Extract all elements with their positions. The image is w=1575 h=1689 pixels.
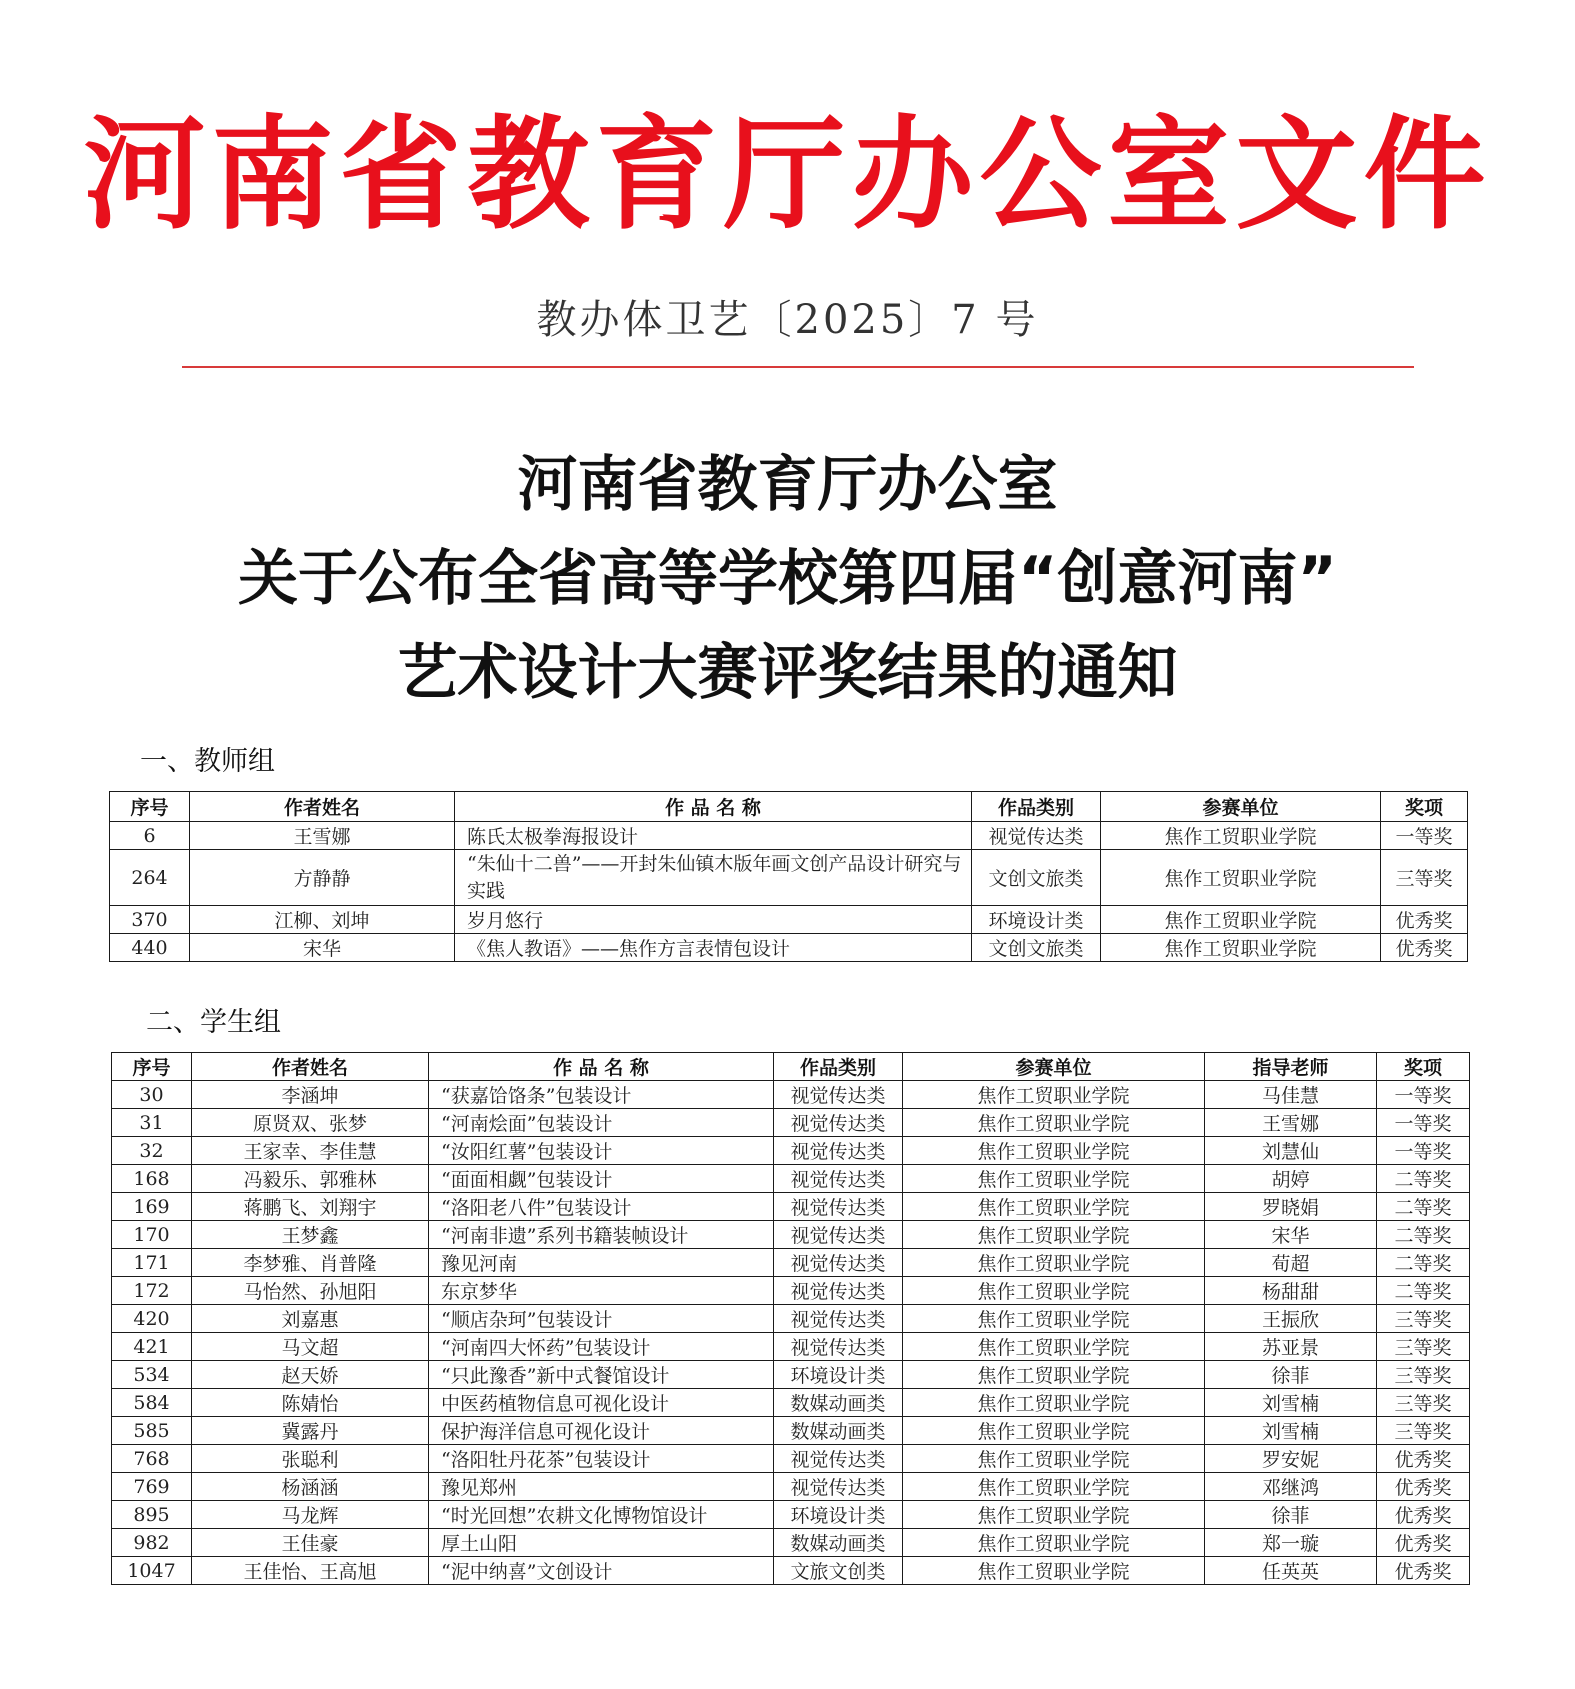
cell-category: 视觉传达类 [774, 1473, 903, 1501]
table-row [112, 1109, 1470, 1137]
cell-work: 豫见郑州 [429, 1473, 774, 1501]
notice-title-line-2: 关于公布全省高等学校第四届“创意河南” [238, 544, 1337, 614]
cell-author: 方静静 [190, 850, 455, 906]
table-row [110, 934, 1468, 962]
cell-work: “河南非遗”系列书籍装帧设计 [429, 1221, 774, 1249]
cell-number: 170 [112, 1221, 192, 1249]
cell-advisor: 刘慧仙 [1205, 1137, 1377, 1165]
cell-advisor: 苏亚景 [1205, 1333, 1377, 1361]
cell-number: 6 [110, 822, 190, 850]
cell-unit: 焦作工贸职业学院 [903, 1249, 1205, 1277]
cell-advisor: 马佳慧 [1205, 1081, 1377, 1109]
notice-title-line-1: 河南省教育厅办公室 [517, 450, 1058, 520]
cell-category: 视觉传达类 [774, 1109, 903, 1137]
cell-award: 优秀奖 [1377, 1445, 1470, 1473]
column-header-advisor: 指导老师 [1205, 1053, 1377, 1081]
table-row [110, 822, 1468, 850]
cell-work: “洛阳老八件”包装设计 [429, 1193, 774, 1221]
cell-unit: 焦作工贸职业学院 [903, 1529, 1205, 1557]
cell-unit: 焦作工贸职业学院 [903, 1277, 1205, 1305]
cell-unit: 焦作工贸职业学院 [903, 1361, 1205, 1389]
cell-author: 杨涵涵 [192, 1473, 429, 1501]
cell-award: 优秀奖 [1377, 1473, 1470, 1501]
column-header-unit: 参赛单位 [1101, 792, 1381, 822]
cell-advisor: 刘雪楠 [1205, 1389, 1377, 1417]
table-row [112, 1081, 1470, 1109]
cell-category: 环境设计类 [774, 1501, 903, 1529]
column-header-author: 作者姓名 [192, 1053, 429, 1081]
cell-author: 马龙辉 [192, 1501, 429, 1529]
cell-unit: 焦作工贸职业学院 [903, 1137, 1205, 1165]
cell-work: 豫见河南 [429, 1249, 774, 1277]
cell-award: 三等奖 [1377, 1417, 1470, 1445]
cell-unit: 焦作工贸职业学院 [903, 1305, 1205, 1333]
cell-number: 171 [112, 1249, 192, 1277]
table-row [112, 1333, 1470, 1361]
cell-category: 视觉传达类 [774, 1305, 903, 1333]
cell-number: 534 [112, 1361, 192, 1389]
column-header-work: 作 品 名 称 [455, 792, 972, 822]
cell-work: 保护海洋信息可视化设计 [429, 1417, 774, 1445]
cell-award: 优秀奖 [1381, 934, 1468, 962]
cell-number: 168 [112, 1165, 192, 1193]
cell-number: 420 [112, 1305, 192, 1333]
cell-number: 768 [112, 1445, 192, 1473]
cell-work: “面面相觑”包装设计 [429, 1165, 774, 1193]
cell-award: 一等奖 [1377, 1137, 1470, 1165]
cell-number: 585 [112, 1417, 192, 1445]
document-number: 教办体卫艺〔2025〕7 号 [536, 297, 1039, 343]
cell-unit: 焦作工贸职业学院 [903, 1557, 1205, 1585]
cell-category: 视觉传达类 [774, 1445, 903, 1473]
cell-author: 马怡然、孙旭阳 [192, 1277, 429, 1305]
cell-advisor: 邓继鸿 [1205, 1473, 1377, 1501]
table-row [110, 906, 1468, 934]
table-row [112, 1501, 1470, 1529]
cell-advisor: 胡婷 [1205, 1165, 1377, 1193]
notice-title [0, 438, 1575, 720]
cell-category: 数媒动画类 [774, 1529, 903, 1557]
cell-author: 宋华 [190, 934, 455, 962]
cell-award: 一等奖 [1381, 822, 1468, 850]
cell-unit: 焦作工贸职业学院 [1101, 850, 1381, 906]
table-row [112, 1277, 1470, 1305]
cell-number: 440 [110, 934, 190, 962]
cell-author: 王佳豪 [192, 1529, 429, 1557]
cell-number: 769 [112, 1473, 192, 1501]
cell-advisor: 刘雪楠 [1205, 1417, 1377, 1445]
cell-author: 马文超 [192, 1333, 429, 1361]
cell-work: “洛阳牡丹花茶”包装设计 [429, 1445, 774, 1473]
notice-title-line-3: 艺术设计大赛评奖结果的通知 [397, 638, 1178, 708]
cell-unit: 焦作工贸职业学院 [903, 1109, 1205, 1137]
cell-unit: 焦作工贸职业学院 [903, 1081, 1205, 1109]
cell-work: 《焦人教语》——焦作方言表情包设计 [455, 934, 972, 962]
cell-work: 东京梦华 [429, 1277, 774, 1305]
cell-advisor: 罗晓娟 [1205, 1193, 1377, 1221]
cell-author: 刘嘉惠 [192, 1305, 429, 1333]
cell-advisor: 任英英 [1205, 1557, 1377, 1585]
red-header-title: 河南省教育厅办公室文件 [83, 104, 1492, 246]
cell-unit: 焦作工贸职业学院 [1101, 822, 1381, 850]
cell-work: “顺店杂珂”包装设计 [429, 1305, 774, 1333]
cell-advisor: 宋华 [1205, 1221, 1377, 1249]
cell-number: 982 [112, 1529, 192, 1557]
cell-author: 王家幸、李佳慧 [192, 1137, 429, 1165]
table-row [112, 1305, 1470, 1333]
column-header-number: 序号 [112, 1053, 192, 1081]
cell-unit: 焦作工贸职业学院 [903, 1445, 1205, 1473]
cell-unit: 焦作工贸职业学院 [903, 1501, 1205, 1529]
cell-category: 视觉传达类 [774, 1165, 903, 1193]
cell-category: 数媒动画类 [774, 1389, 903, 1417]
cell-author: 原贤双、张梦 [192, 1109, 429, 1137]
column-header-category: 作品类别 [972, 792, 1101, 822]
table-row [112, 1361, 1470, 1389]
cell-number: 169 [112, 1193, 192, 1221]
table-row [112, 1417, 1470, 1445]
cell-award: 二等奖 [1377, 1165, 1470, 1193]
cell-category: 视觉传达类 [774, 1081, 903, 1109]
cell-category: 视觉传达类 [774, 1249, 903, 1277]
table-row [112, 1389, 1470, 1417]
cell-unit: 焦作工贸职业学院 [903, 1417, 1205, 1445]
cell-unit: 焦作工贸职业学院 [903, 1221, 1205, 1249]
table-header-row [110, 792, 1468, 822]
column-header-author: 作者姓名 [190, 792, 455, 822]
student-section-heading: 二、学生组 [146, 1007, 281, 1038]
cell-award: 二等奖 [1377, 1221, 1470, 1249]
cell-author: 王梦鑫 [192, 1221, 429, 1249]
table-row [112, 1473, 1470, 1501]
cell-award: 优秀奖 [1377, 1557, 1470, 1585]
cell-author: 蒋鹏飞、刘翔宇 [192, 1193, 429, 1221]
cell-category: 视觉传达类 [774, 1137, 903, 1165]
cell-award: 一等奖 [1377, 1081, 1470, 1109]
cell-advisor: 王雪娜 [1205, 1109, 1377, 1137]
cell-award: 一等奖 [1377, 1109, 1470, 1137]
cell-work: 陈氏太极拳海报设计 [455, 822, 972, 850]
table-row [112, 1249, 1470, 1277]
cell-award: 优秀奖 [1377, 1501, 1470, 1529]
cell-advisor: 王振欣 [1205, 1305, 1377, 1333]
column-header-work: 作 品 名 称 [429, 1053, 774, 1081]
cell-author: 江柳、刘坤 [190, 906, 455, 934]
teacher-award-table [109, 791, 1468, 962]
cell-category: 视觉传达类 [774, 1193, 903, 1221]
cell-unit: 焦作工贸职业学院 [1101, 934, 1381, 962]
cell-number: 32 [112, 1137, 192, 1165]
cell-category: 视觉传达类 [972, 822, 1101, 850]
cell-unit: 焦作工贸职业学院 [903, 1473, 1205, 1501]
cell-category: 环境设计类 [972, 906, 1101, 934]
cell-number: 421 [112, 1333, 192, 1361]
cell-category: 视觉传达类 [774, 1333, 903, 1361]
cell-author: 陈婧怡 [192, 1389, 429, 1417]
cell-category: 文创文旅类 [972, 934, 1101, 962]
student-award-table [111, 1052, 1470, 1585]
table-row [112, 1445, 1470, 1473]
cell-author: 王雪娜 [190, 822, 455, 850]
cell-number: 31 [112, 1109, 192, 1137]
cell-unit: 焦作工贸职业学院 [1101, 906, 1381, 934]
cell-unit: 焦作工贸职业学院 [903, 1389, 1205, 1417]
cell-work: “时光回想”农耕文化博物馆设计 [429, 1501, 774, 1529]
teacher-section-heading: 一、教师组 [140, 746, 275, 777]
cell-work: “只此豫香”新中式餐馆设计 [429, 1361, 774, 1389]
table-header-row [112, 1053, 1470, 1081]
cell-author: 张聪利 [192, 1445, 429, 1473]
cell-work: “河南四大怀药”包装设计 [429, 1333, 774, 1361]
cell-advisor: 杨甜甜 [1205, 1277, 1377, 1305]
cell-award: 二等奖 [1377, 1193, 1470, 1221]
cell-author: 李梦雅、肖普隆 [192, 1249, 429, 1277]
table-row [110, 850, 1468, 906]
cell-advisor: 徐菲 [1205, 1361, 1377, 1389]
cell-category: 视觉传达类 [774, 1277, 903, 1305]
cell-work: “朱仙十二兽”——开封朱仙镇木版年画文创产品设计研究与实践 [455, 850, 972, 906]
cell-work: “汝阳红薯”包装设计 [429, 1137, 774, 1165]
cell-work: “泥中纳喜”文创设计 [429, 1557, 774, 1585]
column-header-award: 奖项 [1381, 792, 1468, 822]
cell-category: 视觉传达类 [774, 1221, 903, 1249]
column-header-category: 作品类别 [774, 1053, 903, 1081]
cell-award: 三等奖 [1377, 1361, 1470, 1389]
cell-unit: 焦作工贸职业学院 [903, 1165, 1205, 1193]
table-row [112, 1193, 1470, 1221]
cell-work: 中医药植物信息可视化设计 [429, 1389, 774, 1417]
cell-author: 冀露丹 [192, 1417, 429, 1445]
column-header-number: 序号 [110, 792, 190, 822]
cell-unit: 焦作工贸职业学院 [903, 1333, 1205, 1361]
cell-award: 优秀奖 [1377, 1529, 1470, 1557]
cell-number: 1047 [112, 1557, 192, 1585]
cell-award: 三等奖 [1381, 850, 1468, 906]
table-row [112, 1557, 1470, 1585]
cell-number: 370 [110, 906, 190, 934]
cell-award: 二等奖 [1377, 1277, 1470, 1305]
cell-unit: 焦作工贸职业学院 [903, 1193, 1205, 1221]
table-row [112, 1529, 1470, 1557]
cell-advisor: 徐菲 [1205, 1501, 1377, 1529]
cell-number: 264 [110, 850, 190, 906]
cell-award: 三等奖 [1377, 1333, 1470, 1361]
table-row [112, 1221, 1470, 1249]
cell-work: “河南烩面”包装设计 [429, 1109, 774, 1137]
cell-category: 数媒动画类 [774, 1417, 903, 1445]
cell-category: 文创文旅类 [972, 850, 1101, 906]
cell-number: 172 [112, 1277, 192, 1305]
cell-work: 厚土山阳 [429, 1529, 774, 1557]
column-header-unit: 参赛单位 [903, 1053, 1205, 1081]
red-divider-line [182, 366, 1414, 368]
cell-category: 环境设计类 [774, 1361, 903, 1389]
cell-author: 李涵坤 [192, 1081, 429, 1109]
cell-author: 王佳怡、王高旭 [192, 1557, 429, 1585]
table-row [112, 1137, 1470, 1165]
cell-number: 895 [112, 1501, 192, 1529]
cell-advisor: 郑一璇 [1205, 1529, 1377, 1557]
cell-author: 冯毅乐、郭雅林 [192, 1165, 429, 1193]
cell-award: 三等奖 [1377, 1389, 1470, 1417]
cell-category: 文旅文创类 [774, 1557, 903, 1585]
cell-award: 三等奖 [1377, 1305, 1470, 1333]
cell-award: 二等奖 [1377, 1249, 1470, 1277]
cell-number: 584 [112, 1389, 192, 1417]
table-row [112, 1165, 1470, 1193]
cell-advisor: 荀超 [1205, 1249, 1377, 1277]
cell-award: 优秀奖 [1381, 906, 1468, 934]
column-header-award: 奖项 [1377, 1053, 1470, 1081]
cell-author: 赵天娇 [192, 1361, 429, 1389]
cell-work: 岁月悠行 [455, 906, 972, 934]
cell-advisor: 罗安妮 [1205, 1445, 1377, 1473]
cell-number: 30 [112, 1081, 192, 1109]
cell-work: “获嘉饸饹条”包装设计 [429, 1081, 774, 1109]
